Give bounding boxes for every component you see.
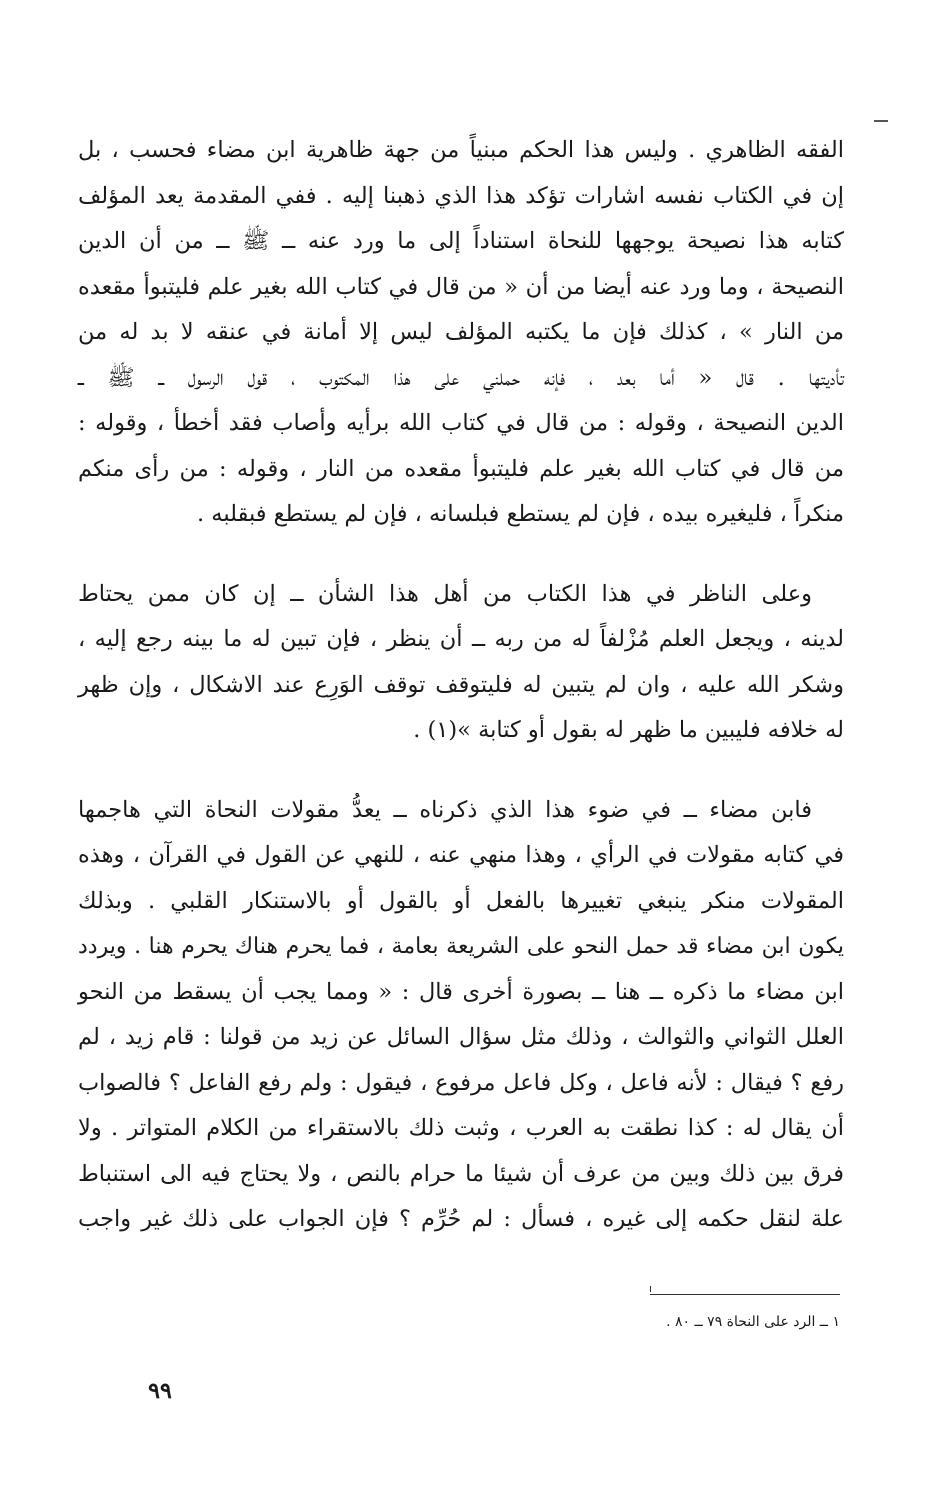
text-line: العلل الثواني والثوالث ، وذلك مثل سؤال السائل عن زيد من قولنا : قام زيد ، لم <box>78 1024 844 1050</box>
paragraph <box>78 128 844 538</box>
text-line: ابن مضاء ما ذكره ــ هنا ــ بصورة أخرى قال : « ومما يجب أن يسقط من النحو <box>78 978 844 1005</box>
text-line: وعلى الناظر في هذا الكتاب من أهل هذا الشأن ــ إن كان ممن يحتاط <box>78 580 812 607</box>
main-text <box>78 128 844 1243</box>
text-line: تأديتها . قال « أما بعد ، فإنه حملني على هذا المكتوب ، قول الرسول ــ ﷺ ــ <box>78 364 844 391</box>
text-line: علة لنقل حكمه إلى غيره ، فسأل : لم حُرِّم ؟ فإن الجواب على ذلك غير واجب <box>78 1206 844 1232</box>
text-line: يكون ابن مضاء قد حمل النحو على الشريعة بعامة ، فما يحرم هناك يحرم هنا . ويردد <box>78 934 844 959</box>
text-line: في كتابه مقولات في الرأي ، وهذا منهي عنه ، للنهي عن القول في القرآن ، وهذه <box>78 842 844 868</box>
text-line: من قال في كتاب الله بغير علم فليتبوأ مقعده من النار ، وقوله : من رأى منكم <box>78 455 844 482</box>
footnote-separator <box>650 1294 840 1295</box>
footnote: ١ ــ الرد على النحاة ٧٩ ــ ٨٠ . <box>666 1314 840 1330</box>
text-line: المقولات منكر ينبغي تغييرها بالفعل أو بالقول أو بالاستنكار القلبي . وبذلك <box>78 887 844 914</box>
text-line: الفقه الظاهري . وليس هذا الحكم مبنياً من جهة ظاهرية ابن مضاء فحسب ، بل <box>78 137 844 163</box>
page-number: ٩٩ <box>148 1378 172 1404</box>
text-line: منكراً ، فليغيره بيده ، فإن لم يستطع فبلسانه ، فإن لم يستطع فبقلبه . <box>196 501 844 527</box>
page-corner-mark <box>874 120 888 122</box>
text-line: أن يقال له : كذا نطقت به العرب ، وثبت ذلك بالاستقراء من الكلام المتواتر . ولا <box>78 1115 844 1141</box>
text-line: النصيحة ، وما ورد عنه أيضا من أن « من قال في كتاب الله بغير علم فليتبوأ مقعده <box>78 273 844 300</box>
text-line: من النار » ، كذلك فإن ما يكتبه المؤلف ليس إلا أمانة في عنقه لا بد له من <box>78 319 844 345</box>
paragraph <box>78 572 844 754</box>
text-line: وشكر الله عليه ، وان لم يتبين له فليتوقف توقف الوَرِع عند الاشكال ، وإن ظهر <box>78 671 844 698</box>
text-line: الدين النصيحة ، وقوله : من قال في كتاب الله برأيه وأصاب فقد أخطأ ، وقوله : <box>78 410 844 436</box>
text-line: رفع ؟ فيقال : لأنه فاعل ، وكل فاعل مرفوع ، فيقول : ولم رفع الفاعل ؟ فالصواب <box>78 1069 844 1096</box>
footnote-separator-tick <box>650 1286 651 1292</box>
text-line: فابن مضاء ــ في ضوء هذا الذي ذكرناه ــ يعدُّ مقولات النحاة التي هاجمها <box>78 796 812 823</box>
paragraph <box>78 788 844 1243</box>
text-line: كتابه هذا نصيحة يوجهها للنحاة استناداً إلى ما ورد عنه ــ ﷺ ــ من أن الدين <box>78 228 844 254</box>
text-line: إن في الكتاب نفسه اشارات تؤكد هذا الذي ذهبنا إليه . ففي المقدمة يعد المؤلف <box>78 182 844 209</box>
text-line: لدينه ، ويجعل العلم مُزْلفاً له من ربه ــ أن ينظر ، فإن تبين له ما بينه رجع إليه ، <box>78 626 844 652</box>
text-line: له خلافه فليبين ما ظهر له بقول أو كتابة »(١) . <box>413 717 844 743</box>
text-line: فرق بين ذلك وبين من عرف أن شيئا ما حرام بالنص ، ولا يحتاج فيه الى استنباط <box>78 1160 844 1187</box>
